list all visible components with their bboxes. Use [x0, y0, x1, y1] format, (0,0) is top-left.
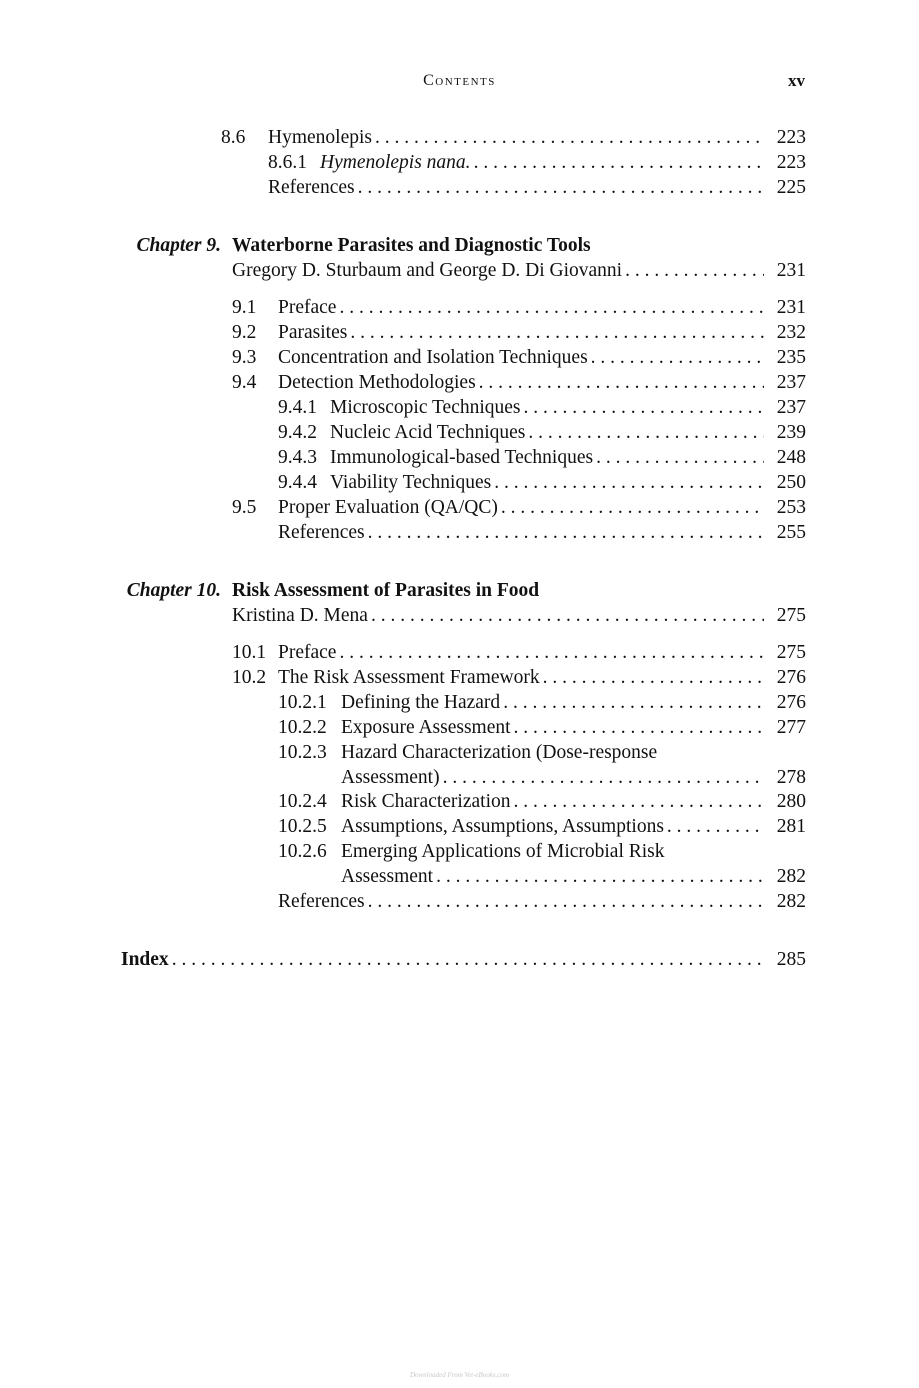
dot-leader	[503, 691, 764, 715]
toc-entry[interactable]	[278, 790, 806, 814]
toc-entry[interactable]	[278, 396, 806, 420]
chapter-9-label: Chapter 9.	[136, 235, 221, 256]
entry-page: 277	[776, 717, 806, 738]
dot-leader	[371, 604, 764, 628]
chapter-10-authors[interactable]	[232, 604, 806, 628]
entry-title: Preface	[278, 642, 337, 663]
dot-leader	[474, 151, 764, 175]
entry-page: 255	[776, 522, 806, 543]
entry-number: 9.3	[232, 347, 257, 368]
dot-leader	[501, 496, 764, 520]
dot-leader	[339, 296, 764, 320]
entry-number: 8.6.1	[268, 152, 307, 173]
entry-title: Exposure Assessment	[341, 717, 511, 738]
dot-leader	[375, 126, 764, 150]
toc-entry[interactable]	[278, 421, 806, 445]
dot-leader	[591, 346, 764, 370]
chapter-10-label: Chapter 10.	[126, 580, 221, 601]
entry-page: 232	[776, 322, 806, 343]
chapter-9-authors[interactable]	[232, 259, 806, 283]
dot-leader	[443, 766, 764, 790]
toc-entry[interactable]	[341, 766, 806, 790]
entry-title: Viability Techniques	[330, 472, 492, 493]
toc-entry[interactable]	[278, 815, 806, 839]
entry-number: 9.4.1	[278, 397, 317, 418]
entry-page: 281	[776, 816, 806, 837]
entry-title: References	[268, 177, 355, 198]
dot-leader	[350, 321, 764, 345]
entry-page: 223	[776, 152, 806, 173]
toc-entry[interactable]	[278, 840, 806, 864]
toc-entry-index[interactable]	[121, 948, 806, 972]
entry-page: 275	[776, 605, 806, 626]
entry-page: 248	[776, 447, 806, 468]
toc-entry[interactable]	[232, 666, 806, 690]
entry-page: 225	[776, 177, 806, 198]
entry-page: 278	[776, 767, 806, 788]
toc-entry-8-6[interactable]	[221, 126, 806, 150]
download-watermark: Downloaded From Vet-eBooks.com	[409, 1371, 510, 1379]
toc-entry[interactable]	[278, 890, 806, 914]
entry-title: Index	[121, 949, 169, 970]
entry-number: 9.2	[232, 322, 257, 343]
toc-entry[interactable]	[232, 296, 806, 320]
entry-title: Concentration and Isolation Techniques	[278, 347, 588, 368]
entry-page: 276	[776, 667, 806, 688]
entry-number: 10.2.5	[278, 816, 327, 837]
dot-leader	[494, 471, 764, 495]
entry-title: Defining the Hazard	[341, 692, 501, 713]
toc-entry[interactable]	[278, 716, 806, 740]
entry-page: 275	[776, 642, 806, 663]
entry-title: The Risk Assessment Framework	[278, 667, 540, 688]
chapter-9-title[interactable]: Waterborne Parasites and Diagnostic Tools	[232, 235, 591, 256]
dot-leader	[625, 259, 764, 283]
entry-title: Parasites	[278, 322, 348, 343]
entry-page: 231	[776, 260, 806, 281]
entry-title: Nucleic Acid Techniques	[330, 422, 526, 443]
entry-number: 10.2.3	[278, 742, 327, 763]
entry-number: 10.2.6	[278, 841, 327, 862]
dot-leader	[368, 521, 764, 545]
entry-title: References	[278, 522, 365, 543]
entry-page: 231	[776, 297, 806, 318]
entry-title: References	[278, 891, 365, 912]
entry-title: Assessment)	[341, 767, 440, 788]
dot-leader	[543, 666, 764, 690]
toc-entry[interactable]	[232, 346, 806, 370]
dot-leader	[436, 865, 764, 889]
entry-title: Hymenolepis nana.	[320, 152, 471, 173]
entry-number: 9.4	[232, 372, 257, 393]
entry-page: 276	[776, 692, 806, 713]
dot-leader	[368, 890, 764, 914]
dot-leader	[479, 371, 764, 395]
entry-number: 9.5	[232, 497, 257, 518]
entry-title: Emerging Applications of Microbial Risk	[341, 841, 665, 862]
toc-entry[interactable]	[341, 865, 806, 889]
entry-title: Immunological-based Techniques	[330, 447, 594, 468]
dot-leader	[528, 421, 764, 445]
entry-number: 10.2.4	[278, 791, 327, 812]
entry-number: 10.2.1	[278, 692, 327, 713]
toc-entry[interactable]	[278, 471, 806, 495]
toc-entry[interactable]	[232, 371, 806, 395]
entry-title: Proper Evaluation (QA/QC)	[278, 497, 498, 518]
dot-leader	[596, 446, 764, 470]
entry-page: 237	[776, 397, 806, 418]
entry-title: Assumptions, Assumptions, Assumptions	[341, 816, 664, 837]
dot-leader	[339, 641, 764, 665]
entry-title: Assessment	[341, 866, 434, 887]
entry-page: 239	[776, 422, 806, 443]
entry-page: 282	[776, 866, 806, 887]
running-header-page-number: xv	[788, 71, 805, 90]
entry-title: Hymenolepis	[268, 127, 372, 148]
entry-page: 280	[776, 791, 806, 812]
toc-entry[interactable]	[278, 741, 806, 765]
entry-title: Kristina D. Mena	[232, 605, 368, 626]
dot-leader	[667, 815, 764, 839]
entry-page: 250	[776, 472, 806, 493]
entry-page: 282	[776, 891, 806, 912]
entry-number: 9.4.2	[278, 422, 317, 443]
toc-entry[interactable]	[278, 521, 806, 545]
entry-title: Microscopic Techniques	[330, 397, 521, 418]
toc-entry[interactable]	[278, 691, 806, 715]
entry-title: Preface	[278, 297, 337, 318]
toc-entry[interactable]	[278, 446, 806, 470]
entry-title: Risk Characterization	[341, 791, 511, 812]
entry-page: 237	[776, 372, 806, 393]
entry-number: 8.6	[221, 127, 246, 148]
entry-page: 285	[776, 949, 806, 970]
entry-number: 9.4.4	[278, 472, 317, 493]
entry-page: 223	[776, 127, 806, 148]
entry-number: 9.4.3	[278, 447, 317, 468]
chapter-10-title[interactable]: Risk Assessment of Parasites in Food	[232, 580, 540, 601]
dot-leader	[358, 176, 764, 200]
entry-page: 235	[776, 347, 806, 368]
entry-number: 9.1	[232, 297, 257, 318]
toc-entry[interactable]	[232, 321, 806, 345]
toc-entry[interactable]	[232, 496, 806, 520]
toc-entry-8-6-references[interactable]	[268, 176, 806, 200]
dot-leader	[172, 948, 764, 972]
entry-number: 10.2	[232, 667, 267, 688]
entry-title: Gregory D. Sturbaum and George D. Di Giovanni	[232, 260, 623, 281]
running-header-title: Contents	[423, 72, 496, 89]
dot-leader	[524, 396, 764, 420]
entry-page: 253	[776, 497, 806, 518]
toc-entry[interactable]	[232, 641, 806, 665]
dot-leader	[513, 790, 764, 814]
dot-leader	[514, 716, 764, 740]
entry-title: Hazard Characterization (Dose-response	[341, 742, 658, 763]
entry-number: 10.1	[232, 642, 267, 663]
entry-number: 10.2.2	[278, 717, 327, 738]
toc-entry-8-6-1[interactable]	[268, 151, 806, 175]
entry-title: Detection Methodologies	[278, 372, 476, 393]
